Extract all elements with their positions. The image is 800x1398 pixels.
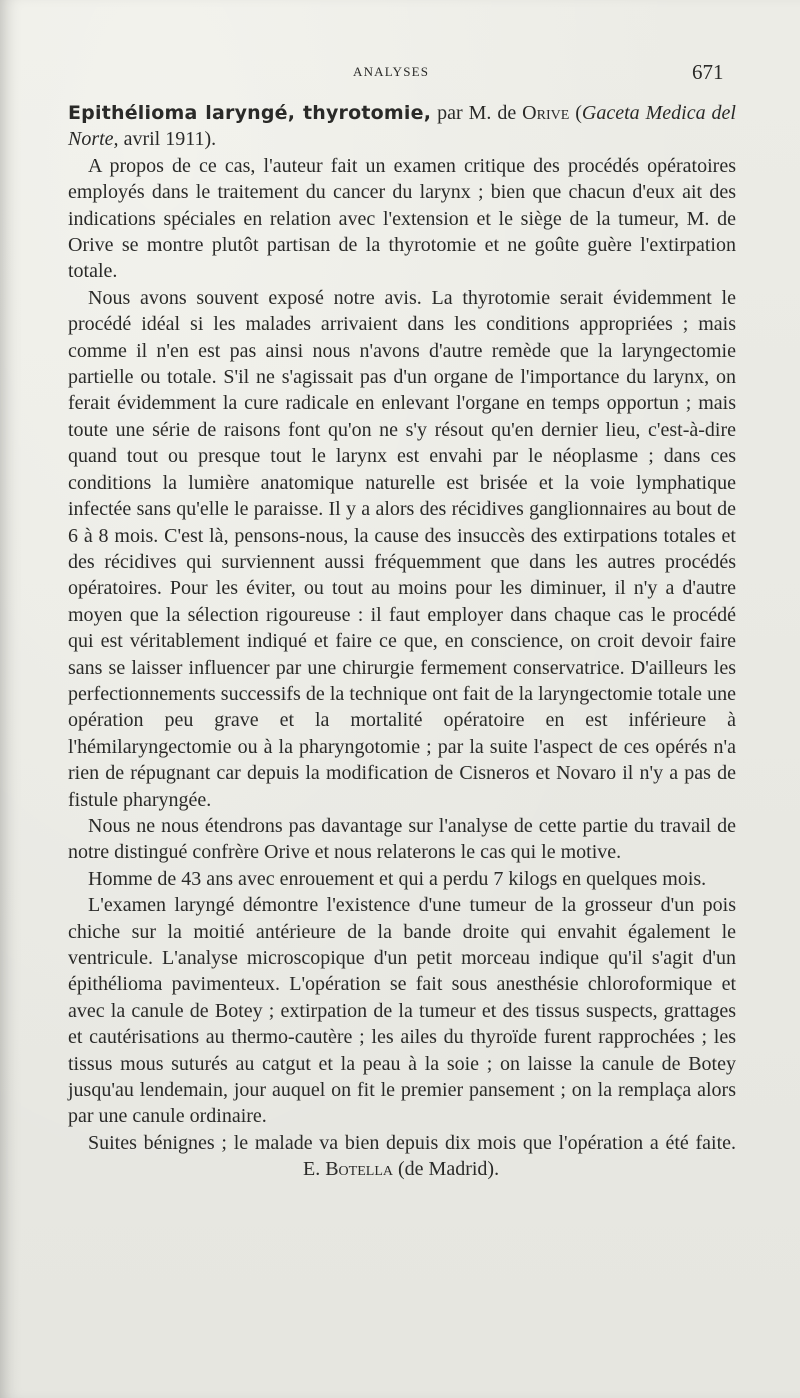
article-author: Orive: [522, 102, 570, 124]
closing-paragraph: [68, 1130, 736, 1183]
article-body: [68, 100, 736, 1183]
article-by: par M. de: [431, 102, 523, 124]
signature-place: (de Madrid).: [393, 1158, 500, 1181]
source-open: (: [569, 102, 582, 124]
source-close: avril 1911).: [118, 128, 217, 151]
paragraph-6: Suites bénignes ; le malade va bien depuis dix mois que l'opération a été faite.: [88, 1131, 736, 1154]
paragraph-4: Homme de 43 ans avec enrouement et qui a perdu 7 kilogs en quelques mois.: [88, 867, 707, 890]
running-title: ANALYSES: [353, 64, 430, 79]
signature-initial: E.: [303, 1158, 326, 1181]
signature: [283, 1156, 499, 1182]
paragraph-5: L'examen laryngé démontre l'existence d'une tumeur de la grosseur d'un pois chiche sur la moitié antérieure de la bande droite qui envahit également le ventricule. L'analyse microscopique d'un petit morceau indique qu'il s'agit d'un épithélioma pavimenteux. L'opération se fait sous anesthésie chloroformique et avec la canule de Botey ; extirpation de la tumeur et des tissus suspects, grattages et cautérisations au thermo-cautère ; les ailes du thyroïde furent rapprochées ; les tissus mous suturés au catgut et la peau à la soie ; on laisse la canule de Botey jusqu'au lendemain, jour auquel on fit le premier pansement ; on la remplaça alors par une canule ordinaire.: [68, 894, 736, 1128]
article-source: Gaceta Medica del Norte,: [68, 102, 736, 151]
paragraph-2: Nous avons souvent exposé notre avis. La thyrotomie serait évidemment le procédé idéal si les malades arrivaient dans les conditions appropriées ; mais comme il n'en est pas ainsi nous n'avons d'autre remède que la laryngectomie partielle ou totale. S'il ne s'agissait pas d'un organe de l'importance du larynx, on ferait évidemment la cure radicale en enlevant l'organe en temps opportun ; mais toute une série de raisons font qu'on ne s'y résout qu'en dernier lieu, c'est-à-dire quand tout ou presque tout le larynx est envahi par le néoplasme ; dans ces conditions la lumière anatomique naturelle est brisée et la voie lymphatique infectée sans qu'elle le paraisse. Il y a alors des récidives ganglionnaires au bout de 6 à 8 mois. C'est là, pensons-nous, la cause des insuccès des extirpations totales et des récidives qui surviennent aussi fréquemment que dans les autres procédés opératoires. Pour les éviter, ou tout au moins pour les diminuer, il n'y a d'autre moyen que la sélection rigoureuse : il faut employer dans chaque cas le procédé qui est véritablement indiqué et faire ce que, en conscience, on croit devoir faire sans se laisser influencer par une chirurgie fermement conservatrice. D'ailleurs les perfectionnements successifs de la technique ont fait de la laryngectomie totale une opération peu grave et la mortalité opératoire en est inférieure à l'hémilaryngectomie ou à la pharyngotomie ; par la suite l'aspect de ces opérés n'a rien de répugnant car depuis la modification de Cisneros et Novaro il n'y a pas de fistule pharyngée.: [68, 286, 736, 811]
paragraph-1: A propos de ce cas, l'auteur fait un examen critique des procédés opératoires employés dans le traitement du cancer du larynx ; bien que chacun d'eux ait des indications spéciales en relation avec l'extension et le siège de la tumeur, M. de Orive se montre plutôt partisan de la thyrotomie et ne goûte guère l'extirpation totale.: [68, 154, 736, 283]
signature-name: Botella: [325, 1158, 393, 1181]
article-title: Epithélioma laryngé, thyrotomie,: [68, 102, 432, 124]
running-head: [0, 60, 800, 86]
paragraph-3: Nous ne nous étendrons pas davantage sur l'analyse de cette partie du travail de notre distingué confrère Orive et nous relaterons le cas qui le motive.: [68, 814, 736, 864]
article-heading: [68, 100, 736, 153]
page-number: 671: [692, 60, 724, 84]
